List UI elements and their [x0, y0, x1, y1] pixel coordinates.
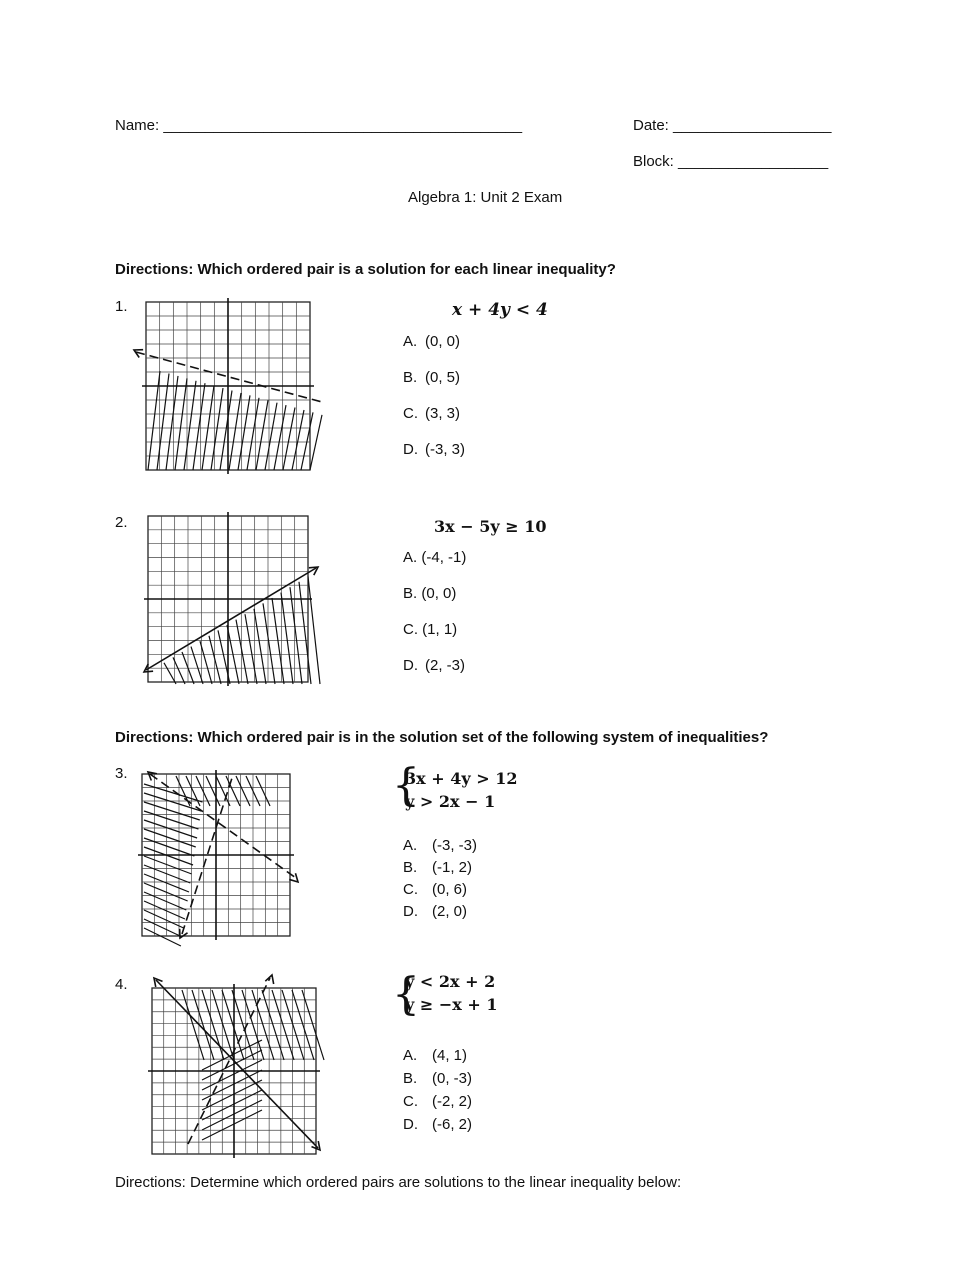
question-3-option-b[interactable]: B. (-1, 2) — [403, 859, 473, 876]
boundary-line — [146, 568, 316, 670]
question-4-option-d[interactable]: D. (-6, 2) — [403, 1116, 473, 1133]
directions-section-2: Directions: Which ordered pair is in the solution set of the following system of inequalities? — [115, 729, 769, 746]
question-4-option-b[interactable]: B. (0, -3) — [403, 1070, 473, 1087]
question-2-option-a[interactable]: A. (-4, -1) — [403, 549, 467, 566]
question-2-option-c[interactable]: C. (1, 1) — [403, 621, 458, 638]
directions-section-1: Directions: Which ordered pair is a solution for each linear inequality? — [115, 261, 616, 278]
question-3-system: 3x + 4y > 12 y > 2x − 1 — [405, 769, 518, 811]
question-1-option-b[interactable]: B. (0, 5) — [403, 369, 461, 386]
question-3-graph — [136, 766, 316, 944]
question-1-option-c[interactable]: C. (3, 3) — [403, 405, 461, 422]
block-field-label: Block: __________________ — [633, 153, 829, 170]
page-title: Algebra 1: Unit 2 Exam — [408, 189, 563, 206]
question-3-option-d[interactable]: D. (2, 0) — [403, 903, 468, 920]
question-4-number: 4. — [115, 976, 128, 993]
question-4-graph — [142, 970, 328, 1160]
date-field-label: Date: ___________________ — [633, 117, 832, 134]
question-2-graph — [138, 506, 328, 690]
question-2-option-b[interactable]: B. (0, 0) — [403, 585, 457, 602]
directions-section-3: Directions: Determine which ordered pairs are solutions to the linear inequality below: — [115, 1174, 682, 1191]
name-field-label: Name: ___________________________________________ — [115, 117, 523, 134]
question-3-number: 3. — [115, 765, 128, 782]
question-2-option-d[interactable]: D. (2, -3) — [403, 657, 466, 674]
question-1-option-d[interactable]: D. (-3, 3) — [403, 441, 466, 458]
question-4-system: y < 2x + 2 y ≥ −x + 1 — [405, 972, 498, 1014]
question-1-number: 1. — [115, 298, 128, 315]
question-3-option-a[interactable]: A. (-3, -3) — [403, 837, 477, 854]
question-2-inequality: 3x − 5y ≥ 10 — [434, 517, 547, 536]
question-4-brace: { — [392, 969, 420, 1020]
question-3-option-c[interactable]: C. (0, 6) — [403, 881, 468, 898]
question-1-graph — [130, 294, 330, 476]
question-4-option-c[interactable]: C. (-2, 2) — [403, 1093, 473, 1110]
question-1-inequality: x + 4y < 4 — [452, 300, 548, 320]
shading-hatch — [144, 776, 270, 946]
question-4-option-a[interactable]: A. (4, 1) — [403, 1047, 468, 1064]
question-1-option-a[interactable]: A. (0, 0) — [403, 333, 461, 350]
boundary-line — [136, 352, 322, 402]
question-2-number: 2. — [115, 514, 128, 531]
question-3-brace: { — [392, 760, 420, 811]
